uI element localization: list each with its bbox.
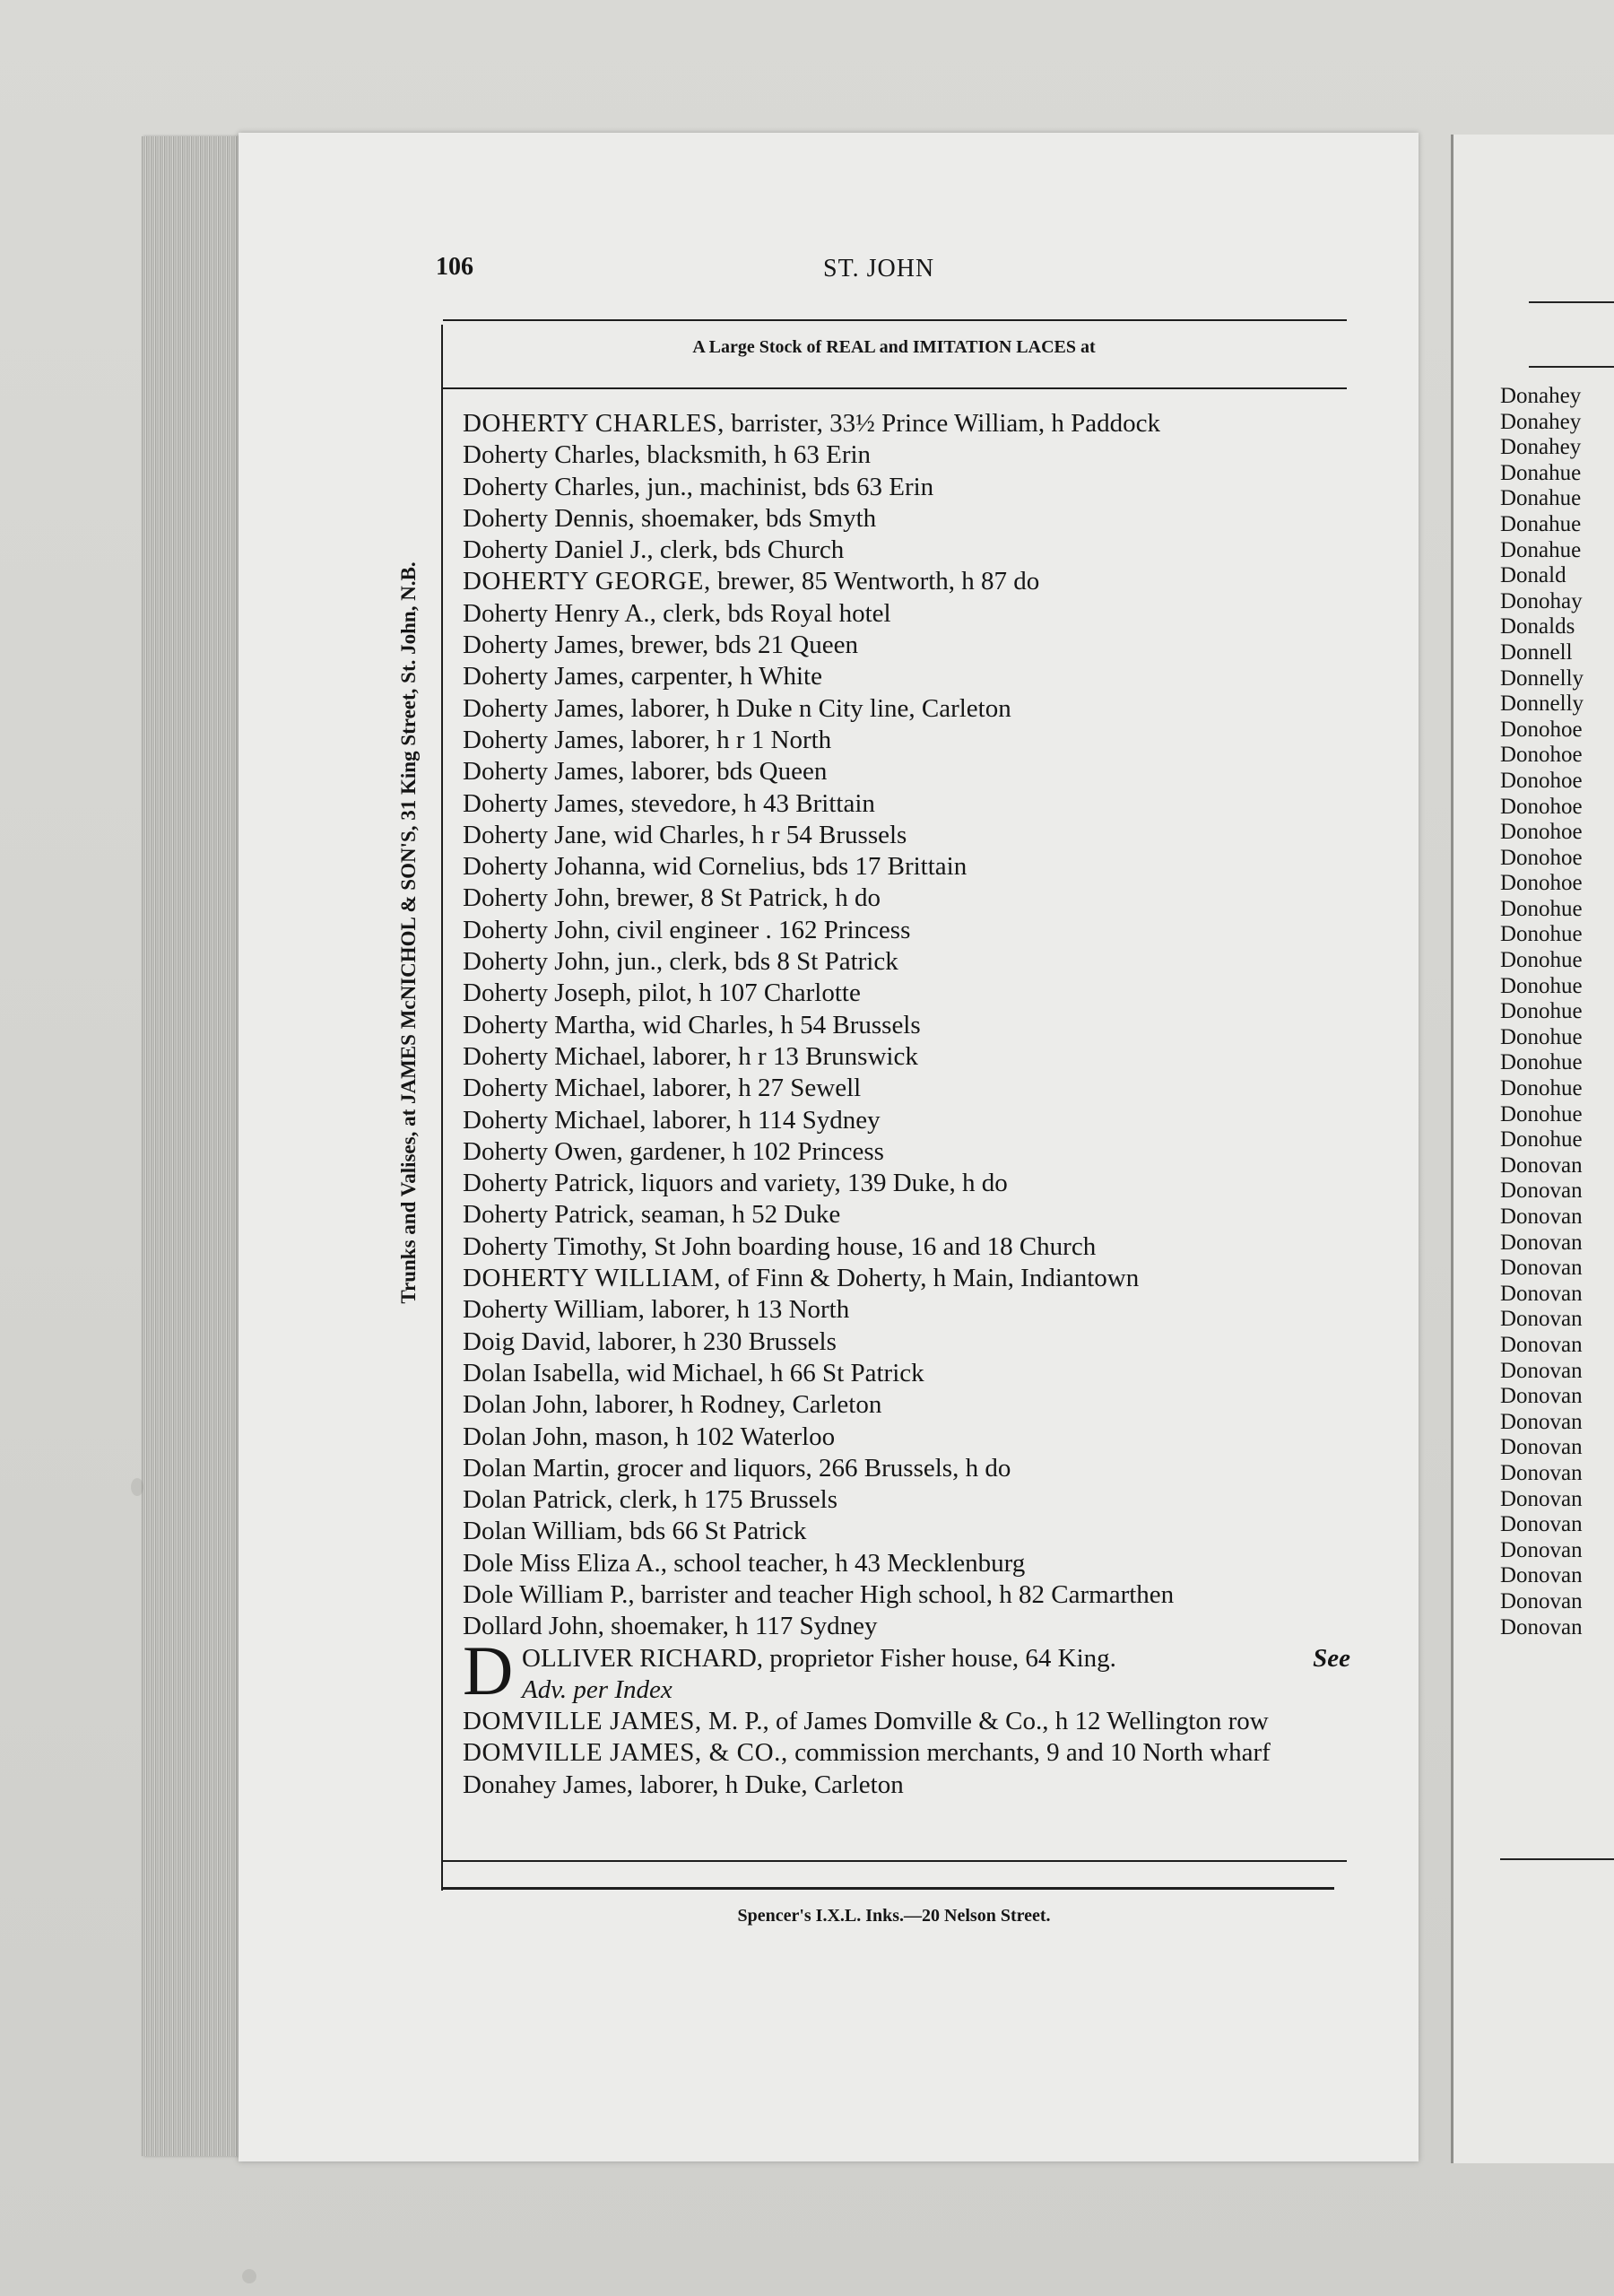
entry-name: Doherty John, [463, 883, 611, 913]
entry-name: Donahey James, [463, 1770, 634, 1799]
facing-page-name: Donovan [1500, 1256, 1583, 1281]
facing-page-name: Donohoe [1500, 768, 1583, 793]
directory-entry [463, 472, 1350, 503]
facing-page-top-rule [1529, 301, 1614, 303]
entry-details: laborer, h Duke n City line, Carleton [624, 693, 1011, 723]
facing-page-name: Donalds [1500, 614, 1575, 639]
running-head: ST. JOHN [823, 255, 935, 283]
entry-name: Doherty James, [463, 725, 625, 754]
entry-details: brewer, 85 Wentworth, h 87 do [710, 567, 1040, 596]
entry-name: Dolan William, [463, 1517, 623, 1546]
facing-page-name: Donohay [1500, 588, 1583, 613]
facing-page-name: Donovan [1500, 1152, 1583, 1178]
entry-details: wid Michael, h 66 St Patrick [620, 1358, 924, 1387]
directory-entry [463, 883, 1350, 914]
entry-details: laborer, bds Queen [624, 757, 828, 787]
facing-page-name: Donohoe [1500, 717, 1583, 742]
entry-name: Doherty Michael, [463, 1074, 646, 1103]
entry-name: Dolan Isabella, [463, 1358, 620, 1387]
entry-name: Doherty Dennis, [463, 503, 635, 533]
facing-page-name: Donald [1500, 563, 1566, 588]
entry-details: jun., machinist, bds 63 Erin [640, 472, 934, 501]
directory-entry [463, 1231, 1350, 1263]
facing-page-name: Donahue [1500, 486, 1582, 511]
facing-page-rule [1529, 366, 1614, 368]
facing-page-name: Donovan [1500, 1281, 1583, 1306]
facing-page-name: Donahue [1500, 511, 1582, 536]
entry-advert-note: Adv. per Index [522, 1674, 672, 1704]
facing-page-name: Donohue [1500, 1101, 1583, 1126]
entry-details: jun., clerk, bds 8 St Patrick [610, 947, 898, 977]
directory-entry [463, 1136, 1350, 1168]
entry-details: of Finn & Doherty, h Main, Indiantown [721, 1264, 1140, 1293]
entry-name: Doherty James, [463, 693, 625, 723]
entry-name: Dolan John, [463, 1422, 589, 1451]
entry-name: Dollard John, [463, 1612, 604, 1641]
facing-page-name: Donovan [1500, 1512, 1583, 1537]
entry-name: Dolan Martin, [463, 1453, 611, 1483]
entry-name: Doherty Henry A., [463, 598, 656, 628]
directory-entry [463, 978, 1350, 1009]
facing-page-name: Donohue [1500, 948, 1583, 973]
entry-name: Dolan Patrick, [463, 1485, 613, 1515]
frame-top-rule [443, 319, 1347, 321]
frame-bottom-rule [443, 1860, 1347, 1862]
directory-entry [463, 1548, 1350, 1579]
directory-entry [463, 598, 1350, 630]
facing-page-name: Donohue [1500, 1076, 1583, 1101]
entry-details: brewer, 8 St Patrick, h do [610, 883, 881, 913]
directory-entry [463, 503, 1350, 535]
entry-details: wid Cornelius, bds 17 Brittain [646, 852, 968, 882]
entry-details: laborer, h 13 North [644, 1295, 850, 1325]
directory-entry [463, 725, 1350, 756]
entry-name: Doherty Daniel J., [463, 535, 654, 565]
paper-mark [131, 1478, 143, 1496]
facing-page-name: Donohue [1500, 999, 1583, 1024]
entry-name: Dole Miss Eliza A., [463, 1548, 667, 1578]
entries-group-doherty-dollard [463, 408, 1350, 1643]
entry-name: Doherty James, [463, 631, 625, 660]
entry-name: DOMVILLE JAMES, & CO., [463, 1738, 788, 1768]
facing-page-name: Donovan [1500, 1614, 1583, 1639]
facing-page-name: Donohoe [1500, 794, 1583, 819]
directory-entry [463, 1453, 1350, 1484]
facing-page-name: Donovan [1500, 1358, 1583, 1383]
facing-page-name: Donovan [1500, 1460, 1583, 1485]
facing-page-name: Donovan [1500, 1486, 1583, 1511]
entry-name: DOMVILLE JAMES, [463, 1707, 702, 1736]
facing-page-name: Donovan [1500, 1563, 1583, 1588]
side-advert: Trunks and Valises, at JAMES McNICHOL & SON'S, 31 King Street, St. John, N.B. [397, 561, 420, 1304]
entry-name: Doherty Owen, [463, 1136, 623, 1166]
directory-entry [463, 946, 1350, 978]
entry-details: laborer, h 114 Sydney [646, 1105, 881, 1135]
paper-mark [242, 2269, 256, 2283]
dropcap-letter: D [463, 1631, 514, 1709]
entry-details: barrister and teacher High school, h 82 Carmarthen [634, 1579, 1175, 1609]
entry-name: Doherty John, [463, 947, 611, 977]
directory-entry [463, 535, 1350, 566]
entry-details: gardener, h 102 Princess [622, 1136, 884, 1166]
entries-group-domville-donahey [463, 1706, 1350, 1801]
facing-page-name: Donovan [1500, 1409, 1583, 1434]
entry-name: Doherty Jane, [463, 820, 608, 849]
facing-page-name: Donovan [1500, 1435, 1583, 1460]
directory-entry [463, 408, 1350, 439]
entry-name: Dole William P., [463, 1579, 635, 1609]
entry-details: brewer, bds 21 Queen [624, 631, 858, 660]
entry-details: clerk, bds Royal hotel [655, 598, 891, 628]
facing-page-name: Donahey [1500, 384, 1582, 408]
entry-name: Doherty Charles, [463, 440, 641, 470]
entry-name: Doherty Patrick, [463, 1200, 635, 1230]
facing-page-name: Donnelly [1500, 665, 1584, 691]
frame-left-rule [441, 325, 443, 1891]
entry-details: barrister, 33½ Prince William, h Paddock [724, 409, 1160, 438]
entry-details: St John boarding house, 16 and 18 Church [647, 1231, 1097, 1261]
facing-page-name: Donahey [1500, 409, 1582, 434]
facing-page-name: Donovan [1500, 1537, 1583, 1562]
directory-entry [463, 1422, 1350, 1453]
directory-entry [463, 630, 1350, 661]
facing-page-name: Donovan [1500, 1588, 1583, 1613]
footer-advert: Spencer's I.X.L. Inks.—20 Nelson Street. [737, 1906, 1051, 1926]
directory-entry [463, 1294, 1350, 1326]
entry-name: Doherty James, [463, 788, 625, 818]
entry-details: stevedore, h 43 Brittain [624, 788, 875, 818]
entry-details: commission merchants, 9 and 10 North wharf [787, 1738, 1271, 1768]
entry-details: liquors and variety, 139 Duke, h do [634, 1169, 1008, 1198]
entry-details: blacksmith, h 63 Erin [640, 440, 872, 470]
dolliver-entry [463, 1631, 1350, 1709]
entry-details: laborer, h Rodney, Carleton [588, 1390, 882, 1420]
facing-page-name: Donovan [1500, 1332, 1583, 1357]
directory-entry [463, 1168, 1350, 1199]
directory-entry [463, 1579, 1350, 1611]
directory-entry [463, 1041, 1350, 1073]
entry-details: laborer, h r 13 Brunswick [646, 1041, 918, 1071]
directory-entry [463, 1105, 1350, 1136]
facing-page-name: Donnelly [1500, 691, 1584, 717]
entry-details: laborer, h 230 Brussels [591, 1326, 837, 1356]
facing-page-name: Donohoe [1500, 871, 1583, 896]
entry-details: pilot, h 107 Charlotte [631, 978, 861, 1008]
entry-details: clerk, h 175 Brussels [612, 1485, 838, 1515]
entry-name: OLLIVER RICHARD, [522, 1643, 764, 1673]
directory-entry [463, 1389, 1350, 1421]
entry-name: Doherty Joseph, [463, 978, 632, 1008]
directory-entry [463, 1358, 1350, 1389]
directory-entry [463, 566, 1350, 597]
directory-entry [463, 661, 1350, 692]
facing-page-name: Donovan [1500, 1205, 1583, 1229]
entry-details: wid Charles, h 54 Brussels [636, 1010, 921, 1039]
entry-details: laborer, h Duke, Carleton [633, 1770, 904, 1799]
directory-entry [463, 439, 1350, 471]
directory-entry [463, 1073, 1350, 1104]
facing-page-name: Donohue [1500, 1050, 1583, 1075]
directory-entry [463, 1516, 1350, 1547]
banner-bottom-rule [443, 387, 1347, 389]
facing-page-name: Donohoe [1500, 845, 1583, 870]
entry-details: shoemaker, bds Smyth [634, 503, 877, 533]
facing-page-name: Donovan [1500, 1178, 1583, 1204]
facing-page-name: Donovan [1500, 1384, 1583, 1409]
entry-details: school teacher, h 43 Mecklenburg [666, 1548, 1026, 1578]
directory-entry [463, 915, 1350, 946]
entry-details: laborer, h 27 Sewell [646, 1074, 862, 1103]
entry-name: Doherty John, [463, 915, 611, 944]
directory-entry [463, 693, 1350, 725]
entry-details: civil engineer . 162 Princess [610, 915, 911, 944]
see-reference: See [1313, 1643, 1350, 1673]
entry-details: clerk, bds Church [653, 535, 845, 565]
directory-entry [463, 1326, 1350, 1358]
entry-name: Doig David, [463, 1326, 592, 1356]
entry-name: Doherty Michael, [463, 1105, 646, 1135]
entry-details: shoemaker, h 117 Sydney [603, 1612, 878, 1641]
entry-details: M. P., of James Domville & Co., h 12 Wellington row [701, 1707, 1269, 1736]
facing-page-name: Donahue [1500, 460, 1582, 485]
page-number: 106 [436, 253, 473, 281]
directory-entry [463, 1770, 1350, 1801]
facing-page-bottom-rule [1500, 1858, 1614, 1860]
facing-page-name-column [1500, 384, 1614, 1640]
facing-page-name: Donohue [1500, 1127, 1583, 1152]
facing-page-name: Donahue [1500, 537, 1582, 562]
facing-page-name: Donohue [1500, 1024, 1583, 1049]
entry-details: grocer and liquors, 266 Brussels, h do [610, 1453, 1011, 1483]
entry-name: DOHERTY GEORGE, [463, 567, 711, 596]
top-advert-banner: A Large Stock of REAL and IMITATION LACES at [692, 337, 1096, 357]
facing-page-name: Donnell [1500, 639, 1573, 665]
entry-name: Doherty Johanna, [463, 852, 646, 882]
facing-page-name: Donohoe [1500, 743, 1583, 768]
facing-page-name: Donovan [1500, 1230, 1583, 1255]
entry-name: Doherty Martha, [463, 1010, 637, 1039]
facing-page-name: Donohoe [1500, 820, 1583, 845]
directory-entry [463, 851, 1350, 883]
entry-name: DOHERTY CHARLES, [463, 409, 725, 438]
directory-entry [463, 1010, 1350, 1041]
directory-entry [463, 1263, 1350, 1294]
entry-name: Doherty Timothy, [463, 1231, 647, 1261]
book-page-edges [142, 136, 239, 2156]
facing-page-name: Donovan [1500, 1307, 1583, 1332]
directory-entry [463, 1706, 1350, 1737]
entry-name: Doherty James, [463, 757, 625, 787]
entry-details: proprietor Fisher house, 64 King. [763, 1643, 1116, 1673]
entry-details: bds 66 St Patrick [622, 1517, 807, 1546]
directory-entry [463, 788, 1350, 820]
directory-entry [463, 1484, 1350, 1516]
facing-page-name: Donohue [1500, 973, 1583, 998]
directory-entry [463, 756, 1350, 787]
directory-entry [463, 1611, 1350, 1642]
facing-page-name: Donohue [1500, 896, 1583, 921]
directory-entry [463, 1199, 1350, 1231]
entry-name: Dolan John, [463, 1390, 589, 1420]
directory-entry [463, 820, 1350, 851]
entry-details: laborer, h r 1 North [624, 725, 832, 754]
entry-name: DOHERTY WILLIAM, [463, 1264, 722, 1293]
entry-details: seaman, h 52 Duke [634, 1200, 841, 1230]
facing-page-name: Donahey [1500, 435, 1582, 460]
facing-page-name: Donohue [1500, 922, 1583, 947]
directory-listing [463, 408, 1350, 1801]
entry-details: mason, h 102 Waterloo [588, 1422, 836, 1451]
directory-entry [463, 1737, 1350, 1769]
entry-name: Doherty Charles, [463, 472, 641, 501]
entry-details: wid Charles, h r 54 Brussels [607, 820, 907, 849]
footer-top-rule [443, 1887, 1334, 1890]
entry-name: Doherty Patrick, [463, 1169, 635, 1198]
entry-name: Doherty William, [463, 1295, 645, 1325]
entry-name: Doherty James, [463, 662, 625, 691]
entry-name: Doherty Michael, [463, 1041, 646, 1071]
entry-details: carpenter, h White [624, 662, 822, 691]
